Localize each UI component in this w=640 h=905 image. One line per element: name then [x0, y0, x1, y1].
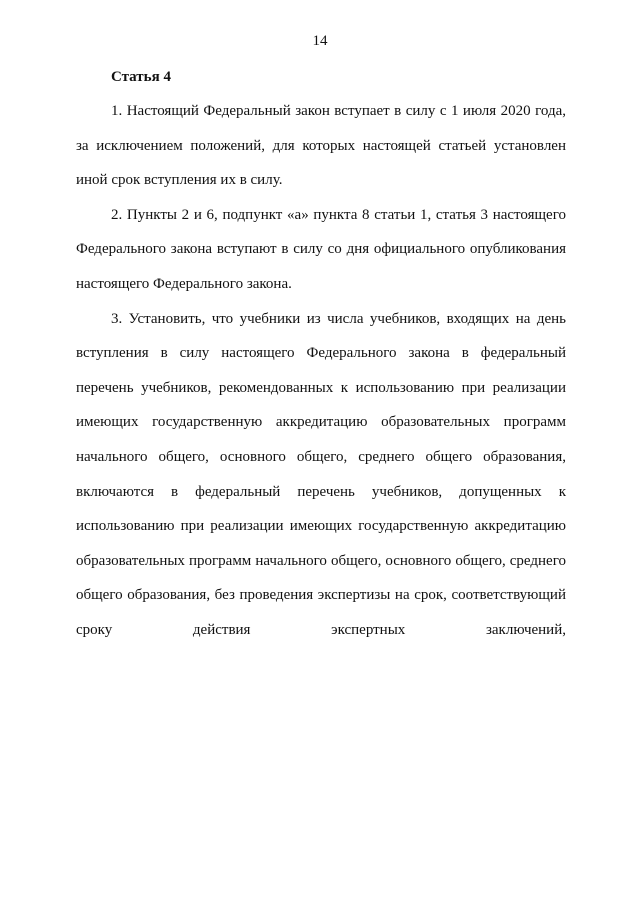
paragraph-1: 1. Настоящий Федеральный закон вступает в силу с 1 июля 2020 года, за исключением положений, для которых настоящей статьей установлен иной срок вступления их в силу. [76, 103, 566, 189]
article-body [76, 94, 566, 648]
paragraph-2: 2. Пункты 2 и 6, подпункт «а» пункта 8 статьи 1, статья 3 настоящего Федерального закона вступают в силу со дня официального опубликования настоящего Федерального закона. [76, 206, 566, 292]
paragraph-3: 3. Установить, что учебники из числа учебников, входящих на день вступления в силу настоящего Федерального закона в федеральный перечень учебников, рекомендованных к использованию при реализации имеющих государственную аккредитацию образовательных программ начального общего, основного общего, среднего общего образования, включаются в федеральный перечень учебников, допущенных к использованию при реализации имеющих государственную аккредитацию образовательных программ начального общего, основного общего, среднего общего образования, без проведения экспертизы на срок, соответствующий сроку действия экспертных заключений, [76, 310, 566, 638]
article-heading: Статья 4 [111, 69, 171, 85]
page-number: 14 [312, 33, 328, 49]
